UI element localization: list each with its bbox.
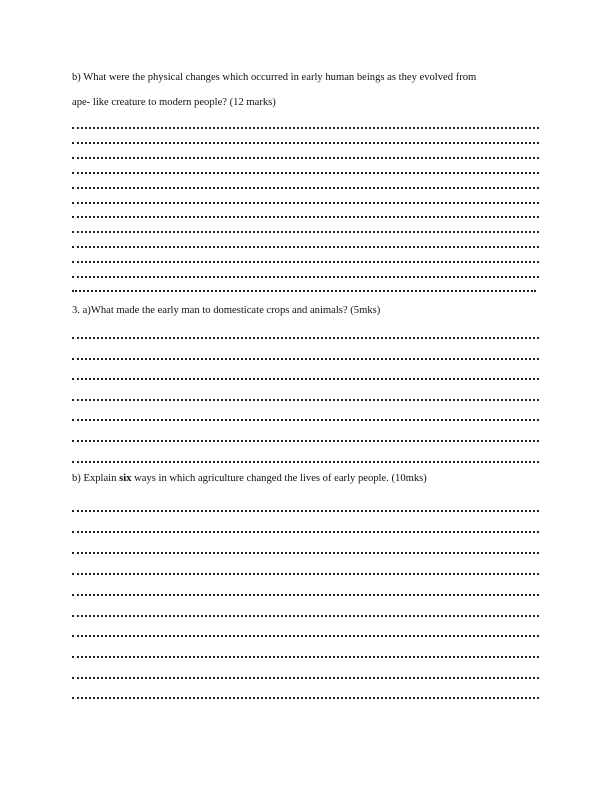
question-3a: 3. a)What made the early man to domesticate crops and animals? (5mks) <box>72 305 381 316</box>
answer-line[interactable] <box>72 677 539 679</box>
answer-line[interactable] <box>72 358 539 360</box>
answer-line[interactable] <box>72 231 539 233</box>
answer-line[interactable] <box>72 419 539 421</box>
answer-line[interactable] <box>72 337 539 339</box>
answer-line[interactable] <box>72 635 539 637</box>
answer-line[interactable] <box>72 510 539 512</box>
answer-line[interactable] <box>72 552 539 554</box>
answer-line[interactable] <box>72 440 539 442</box>
answer-line[interactable] <box>72 656 539 658</box>
question-3b-emphasis: six <box>119 473 132 484</box>
question-2b-line-2: ape- like creature to modern people? (12 marks) <box>72 97 276 108</box>
answer-line[interactable] <box>72 246 539 248</box>
question-3b-suffix: ways in which agriculture changed the lives of early people. (10mks) <box>131 473 427 484</box>
answer-line[interactable] <box>72 142 539 144</box>
answer-line[interactable] <box>72 531 539 533</box>
answer-line[interactable] <box>72 615 539 617</box>
answer-line[interactable] <box>72 127 539 129</box>
answer-line[interactable] <box>72 461 539 463</box>
answer-line[interactable] <box>72 172 539 174</box>
answer-line[interactable] <box>72 399 539 401</box>
answer-line[interactable] <box>72 276 539 278</box>
answer-line[interactable] <box>72 187 539 189</box>
answer-line[interactable] <box>72 202 539 204</box>
answer-line[interactable] <box>72 378 539 380</box>
question-3b <box>72 469 542 489</box>
question-3b-prefix: b) Explain <box>72 473 120 484</box>
answer-line[interactable] <box>72 261 539 263</box>
answer-line[interactable] <box>72 594 539 596</box>
answer-line[interactable] <box>72 216 539 218</box>
answer-line[interactable] <box>72 157 539 159</box>
question-2b-line-1: b) What were the physical changes which occurred in early human beings as they evolved from <box>72 72 477 83</box>
answer-line[interactable] <box>72 697 539 699</box>
answer-line[interactable] <box>72 573 539 575</box>
answer-line[interactable] <box>72 290 536 292</box>
